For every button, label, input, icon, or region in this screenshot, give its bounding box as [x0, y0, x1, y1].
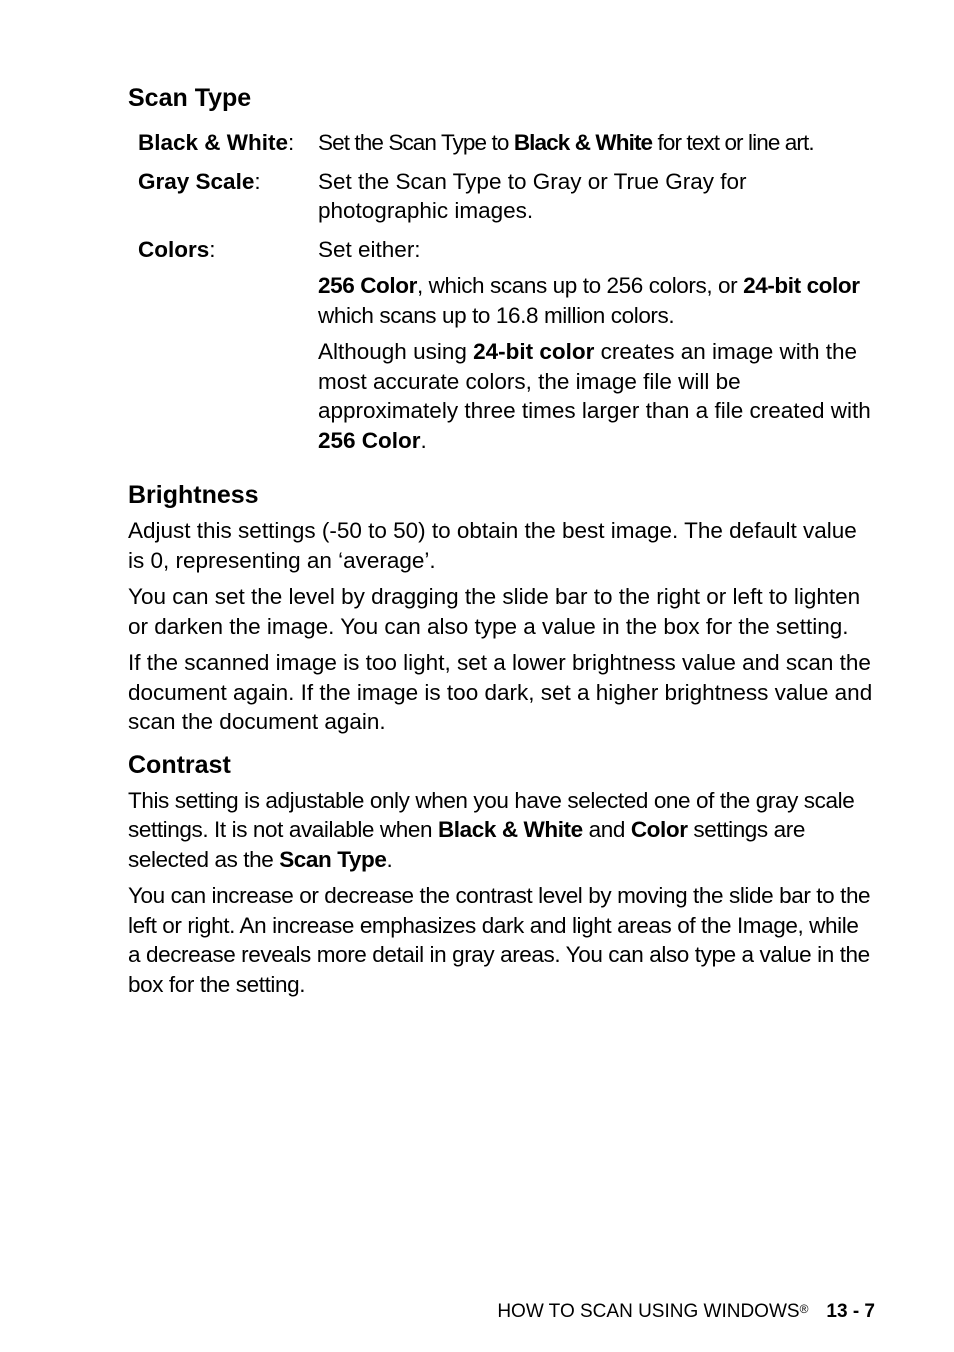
contrast-paragraph: You can increase or decrease the contrast level by moving the slide bar to the left or right. An increase emphasizes dark and light areas of the Image, while a decrease reveals more detail in gray areas. You can also type a value in the box for the setting. — [128, 883, 871, 997]
definition-gray-scale — [138, 167, 873, 226]
term-gray-scale: Gray Scale: — [138, 168, 261, 194]
scan-type-definitions — [138, 128, 873, 455]
registered-mark: ® — [799, 1302, 809, 1316]
term-black-white: Black & White: — [138, 130, 295, 155]
definition-text: Set the Scan Type to Gray or True Gray for photographic images. — [318, 168, 747, 223]
definition-text: Set the Scan Type to Black & White for text or line art. — [318, 130, 814, 155]
document-page — [128, 80, 873, 999]
definition-text: Set either: — [318, 236, 421, 262]
contrast-paragraph: This setting is adjustable only when you have selected one of the gray scale settings. It is not available when Black & White and Color settings are selected as the Scan Type. — [128, 787, 855, 872]
definition-text: 256 Color, which scans up to 256 colors, or 24-bit color which scans up to 16.8 million colors. — [318, 273, 860, 328]
definition-text: Although using 24-bit color creates an image with the most accurate colors, the image file will be approximately three times larger than a file created with 256 Color. — [318, 339, 871, 453]
scan-type-heading: Scan Type — [128, 84, 252, 112]
brightness-paragraph: You can set the level by dragging the slide bar to the right or left to lighten or darken the image. You can also type a value in the box for the setting. — [128, 584, 861, 639]
brightness-paragraph: If the scanned image is too light, set a lower brightness value and scan the document again. If the image is too dark, set a higher brightness value and scan the document again. — [128, 650, 873, 734]
brightness-heading: Brightness — [128, 481, 259, 509]
term-colors: Colors: — [138, 236, 216, 262]
definition-black-white — [138, 128, 873, 158]
footer-section-title: HOW TO SCAN USING WINDOWS — [497, 1301, 800, 1322]
brightness-paragraph: Adjust this settings (-50 to 50) to obtain the best image. The default value is 0, representing an ‘average’. — [128, 518, 857, 573]
definition-colors — [138, 235, 873, 456]
page-footer — [497, 1298, 875, 1326]
contrast-heading: Contrast — [128, 750, 231, 779]
page-number: 13 - 7 — [826, 1301, 875, 1322]
